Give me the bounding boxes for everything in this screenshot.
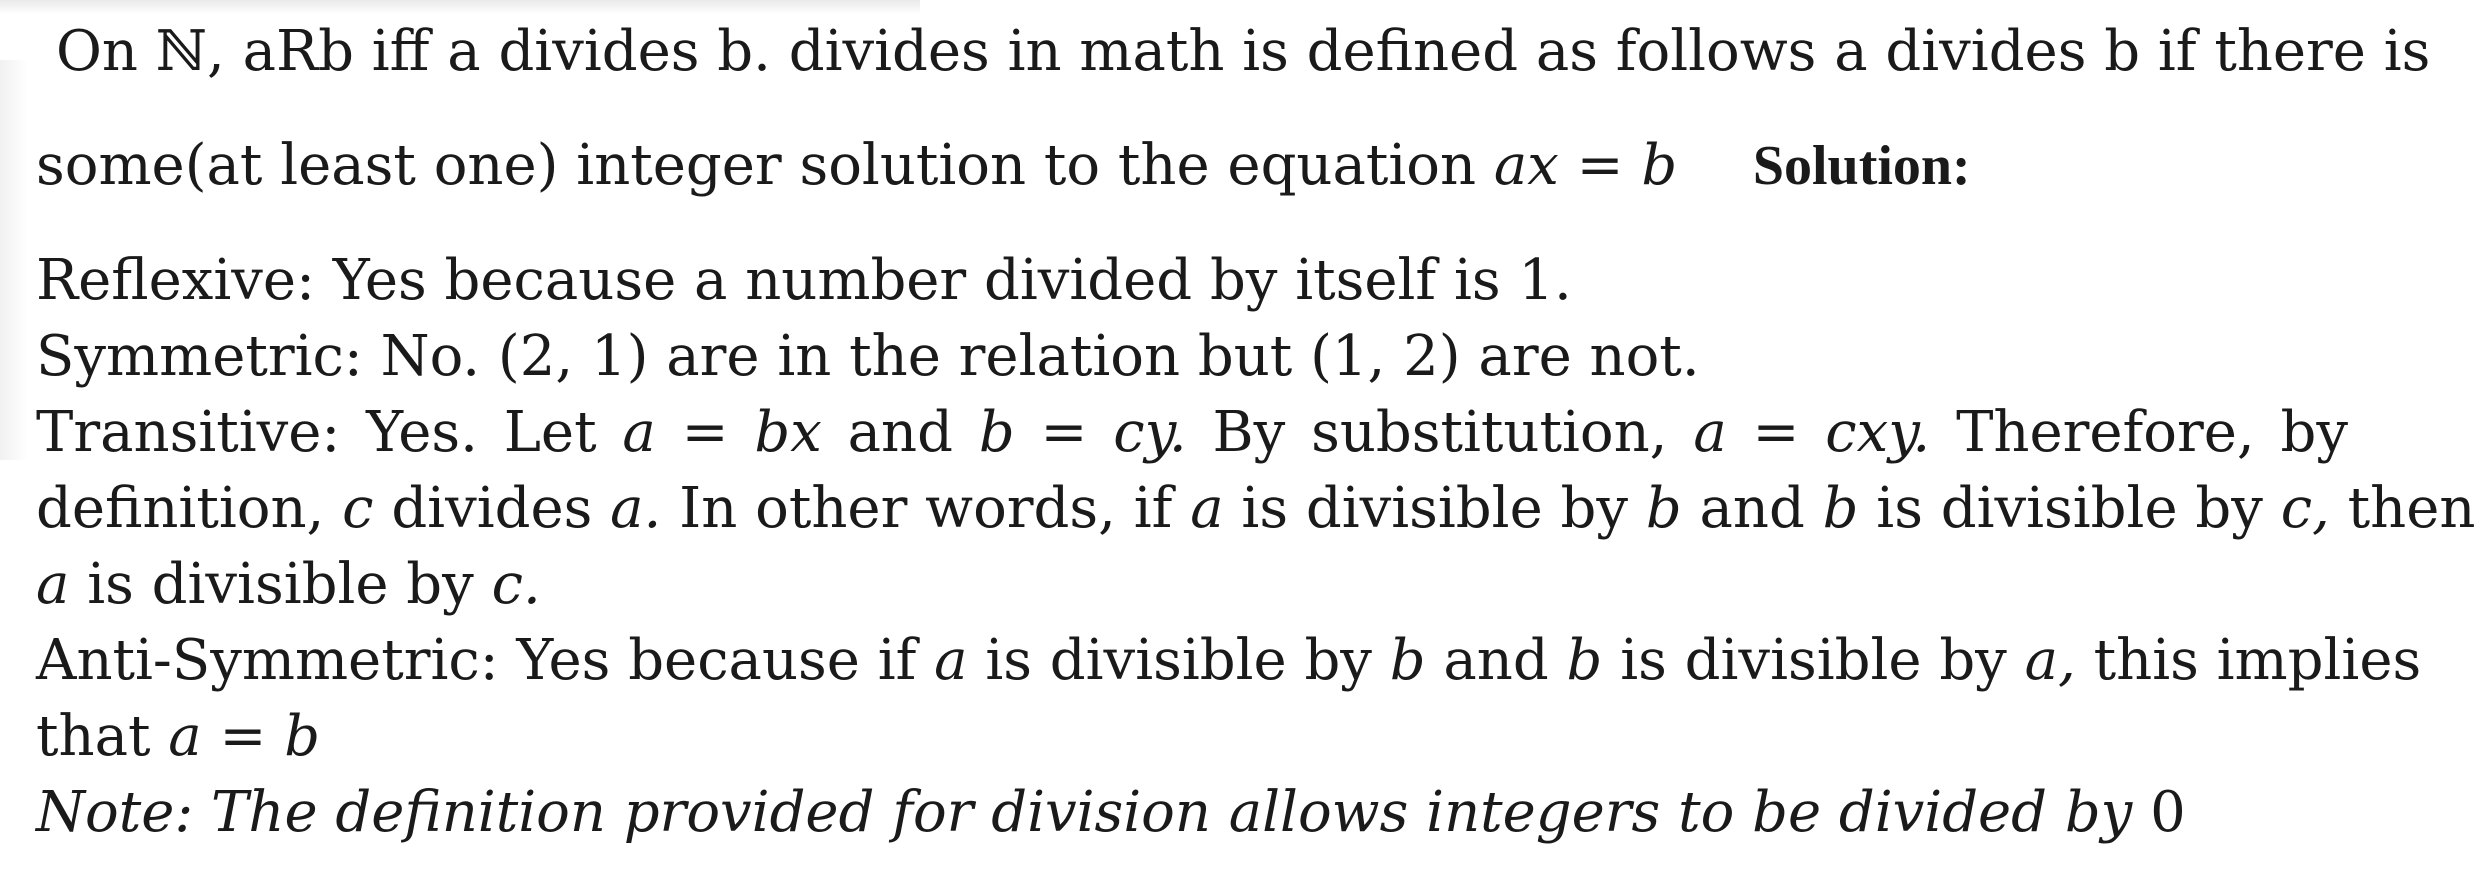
transitive-text: By substitution, (1212, 400, 1668, 465)
transitive-math: a = cxy. (1693, 400, 1931, 465)
reflexive-text: Yes because a number divided by itself is 1. (332, 248, 1572, 313)
intro-line-1 (56, 14, 2431, 90)
transitive-label: Transitive: (36, 400, 341, 465)
antisymmetric-math: a, (2024, 628, 2076, 693)
scan-shadow-top (0, 0, 920, 14)
transitive-math: c. (491, 552, 541, 617)
transitive-text: is divisible by (1241, 476, 1628, 541)
transitive-text: is divisible by (87, 552, 474, 617)
transitive-math: c, (2280, 476, 2330, 541)
antisymmetric-math: b (1389, 628, 1426, 693)
note-text: Note: The definition provided for division allows integers to be divided by (36, 780, 2133, 845)
antisymmetric-math: b (1566, 628, 1603, 693)
transitive-text: and (1699, 476, 1805, 541)
symmetric-label: Symmetric: (36, 324, 363, 389)
transitive-math: b = cy. (978, 400, 1187, 465)
antisymmetric-math: a = b (168, 704, 321, 769)
antisymmetric-text: this implies (2093, 628, 2422, 693)
transitive-text: is divisible by (1876, 476, 2263, 541)
intro-equation: ax = b (1493, 133, 1678, 198)
transitive-math: a = bx (622, 400, 822, 465)
transitive-text: Yes. Let (366, 400, 597, 465)
antisymmetric-label: Anti-Symmetric: (36, 628, 499, 693)
antisymmetric-line-2 (36, 699, 2348, 775)
antisymmetric-text: is divisible by (985, 628, 1372, 693)
transitive-line-1 (36, 395, 2348, 471)
intro-line-2 (36, 128, 2348, 204)
transitive-math: a (1190, 476, 1224, 541)
transitive-text: then (2347, 476, 2475, 541)
scan-shadow-left (0, 60, 28, 460)
intro-definition-text: On ℕ, aRb iff a divides b. divides in math is defined as follows a divides b if there is (56, 19, 2431, 84)
symmetric-text: No. (2, 1) are in the relation but (1, 2) are not. (380, 324, 1700, 389)
note-line (36, 775, 2348, 851)
transitive-math: b (1645, 476, 1682, 541)
reflexive-line (36, 243, 2348, 319)
transitive-text: and (847, 400, 953, 465)
transitive-line-2 (36, 471, 2475, 547)
transitive-text: definition, (36, 476, 325, 541)
antisymmetric-text: is divisible by (1620, 628, 2007, 693)
reflexive-label: Reflexive: (36, 248, 315, 313)
antisymmetric-math: a (934, 628, 968, 693)
solution-heading: Solution: (1752, 135, 1971, 197)
note-zero: 0 (2150, 780, 2186, 845)
transitive-text: Therefore, by (1956, 400, 2349, 465)
transitive-line-3 (36, 547, 2348, 623)
transitive-math: c (342, 476, 374, 541)
transitive-math: a. (610, 476, 662, 541)
antisymmetric-text: and (1443, 628, 1549, 693)
symmetric-line (36, 319, 2348, 395)
transitive-text: In other words, if (679, 476, 1173, 541)
transitive-math: a (36, 552, 70, 617)
intro-question-text: some(at least one) integer solution to the equation (36, 133, 1477, 198)
antisymmetric-text: Yes because if (516, 628, 917, 693)
antisymmetric-text: that (36, 704, 151, 769)
transitive-math: b (1822, 476, 1859, 541)
antisymmetric-line-1 (36, 623, 2422, 699)
transitive-text: divides (391, 476, 593, 541)
